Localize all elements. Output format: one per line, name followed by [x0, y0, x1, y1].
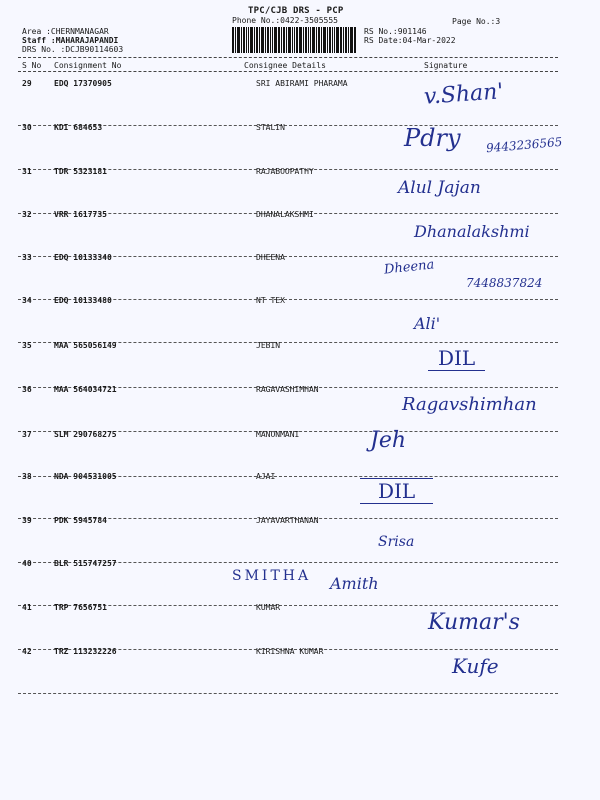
consignment-number: VRR 1617735 [54, 210, 107, 219]
consignee-name: RAJABOOPATHY [256, 167, 314, 176]
signature-42: Kufe [452, 654, 499, 678]
col-header-consignment: Consignment No [54, 61, 122, 70]
signature-33-phone: 7448837824 [466, 276, 543, 290]
row-sno: 29 [22, 79, 32, 88]
signature-29: v.Shan' [423, 79, 505, 110]
row-sno: 35 [22, 341, 32, 350]
signature-35: DIL [428, 346, 485, 371]
signature-34: Ali' [414, 314, 441, 333]
signature-30-phone: 9443236565 [485, 134, 563, 156]
drs-number: DRS No. :DCJB90114603 [22, 45, 124, 54]
row-sno: 34 [22, 296, 32, 305]
consignee-name: NT TEX [256, 296, 285, 305]
row-sno: 40 [22, 559, 32, 568]
consignment-number: EDQ 10133340 [54, 253, 112, 262]
consignee-name: AJAI [256, 472, 276, 481]
document-title: TPC/CJB DRS - PCP [248, 6, 344, 16]
signature-33: Dheena [383, 257, 435, 278]
row-sno: 33 [22, 253, 32, 262]
consignment-number: TRP 7656751 [54, 603, 107, 612]
row-sno: 31 [22, 167, 32, 176]
row-sno: 36 [22, 385, 32, 394]
consignee-name: JAYAVARTHANAN [256, 516, 319, 525]
row-sno: 38 [22, 472, 32, 481]
consignment-number: TDR 5323181 [54, 167, 107, 176]
consignment-number: MAA 565056149 [54, 341, 117, 350]
consignment-number: NDA 904531005 [54, 472, 117, 481]
consignment-number: PDK 5945784 [54, 516, 107, 525]
col-header-signature: Signature [424, 61, 468, 70]
page-number: Page No.:3 [452, 17, 501, 26]
signature-40a: SMITHA [232, 568, 312, 584]
barcode-icon [232, 27, 356, 53]
row-sno: 32 [22, 210, 32, 219]
row-sno: 37 [22, 430, 32, 439]
consignee-name: RAGAVASHIMHAN [256, 385, 319, 394]
signature-31: Alul Jajan [398, 178, 481, 198]
signature-39: Srisa [378, 534, 415, 550]
consignment-number: BLR 515747257 [54, 559, 117, 568]
staff-field: Staff :MAHARAJAPANDI [22, 36, 119, 45]
row-sno: 42 [22, 647, 32, 656]
area-field: Area :CHERNMANAGAR [22, 27, 109, 36]
signature-36: Ragavshimhan [402, 394, 537, 415]
consignee-name: KIRISHNA KUMAR [256, 647, 324, 656]
consignment-number: KDI 684653 [54, 123, 103, 132]
signature-38: DIL [360, 478, 433, 504]
phone-number: Phone No.:0422-3505555 [232, 16, 338, 25]
rs-number: RS No.:901146 [364, 27, 427, 36]
col-header-consignee: Consignee Details [244, 61, 326, 70]
table-row [0, 647, 600, 699]
signature-41: Kumar's [428, 610, 520, 635]
consignment-number: SLM 290768275 [54, 430, 117, 439]
rs-date: RS Date:04-Mar-2022 [364, 36, 456, 45]
header-divider [18, 57, 558, 58]
row-sno: 39 [22, 516, 32, 525]
row-divider [18, 693, 558, 694]
consignee-name: KUMAR [256, 603, 281, 612]
consignee-name: DHEENA [256, 253, 285, 262]
consignee-name: SRI ABIRAMI PHARAMA [256, 79, 348, 88]
signature-32: Dhanalakshmi [414, 222, 530, 241]
consignee-name: MANONMANI [256, 430, 300, 439]
row-sno: 41 [22, 603, 32, 612]
row-sno: 30 [22, 123, 32, 132]
consignment-number: MAA 564034721 [54, 385, 117, 394]
consignee-name: DHANALAKSHMI [256, 210, 314, 219]
signature-30: Pdry [404, 124, 461, 152]
signature-40b: Amith [330, 574, 379, 593]
consignment-number: TRZ 113232226 [54, 647, 117, 656]
column-divider [18, 71, 558, 72]
consignment-number: EDQ 10133480 [54, 296, 112, 305]
consignee-name: JEBIN [256, 341, 281, 350]
consignee-name: STALIN [256, 123, 285, 132]
signature-37: Jeh [370, 428, 407, 453]
col-header-sno: S No [22, 61, 42, 70]
consignment-number: EDQ 17370905 [54, 79, 112, 88]
